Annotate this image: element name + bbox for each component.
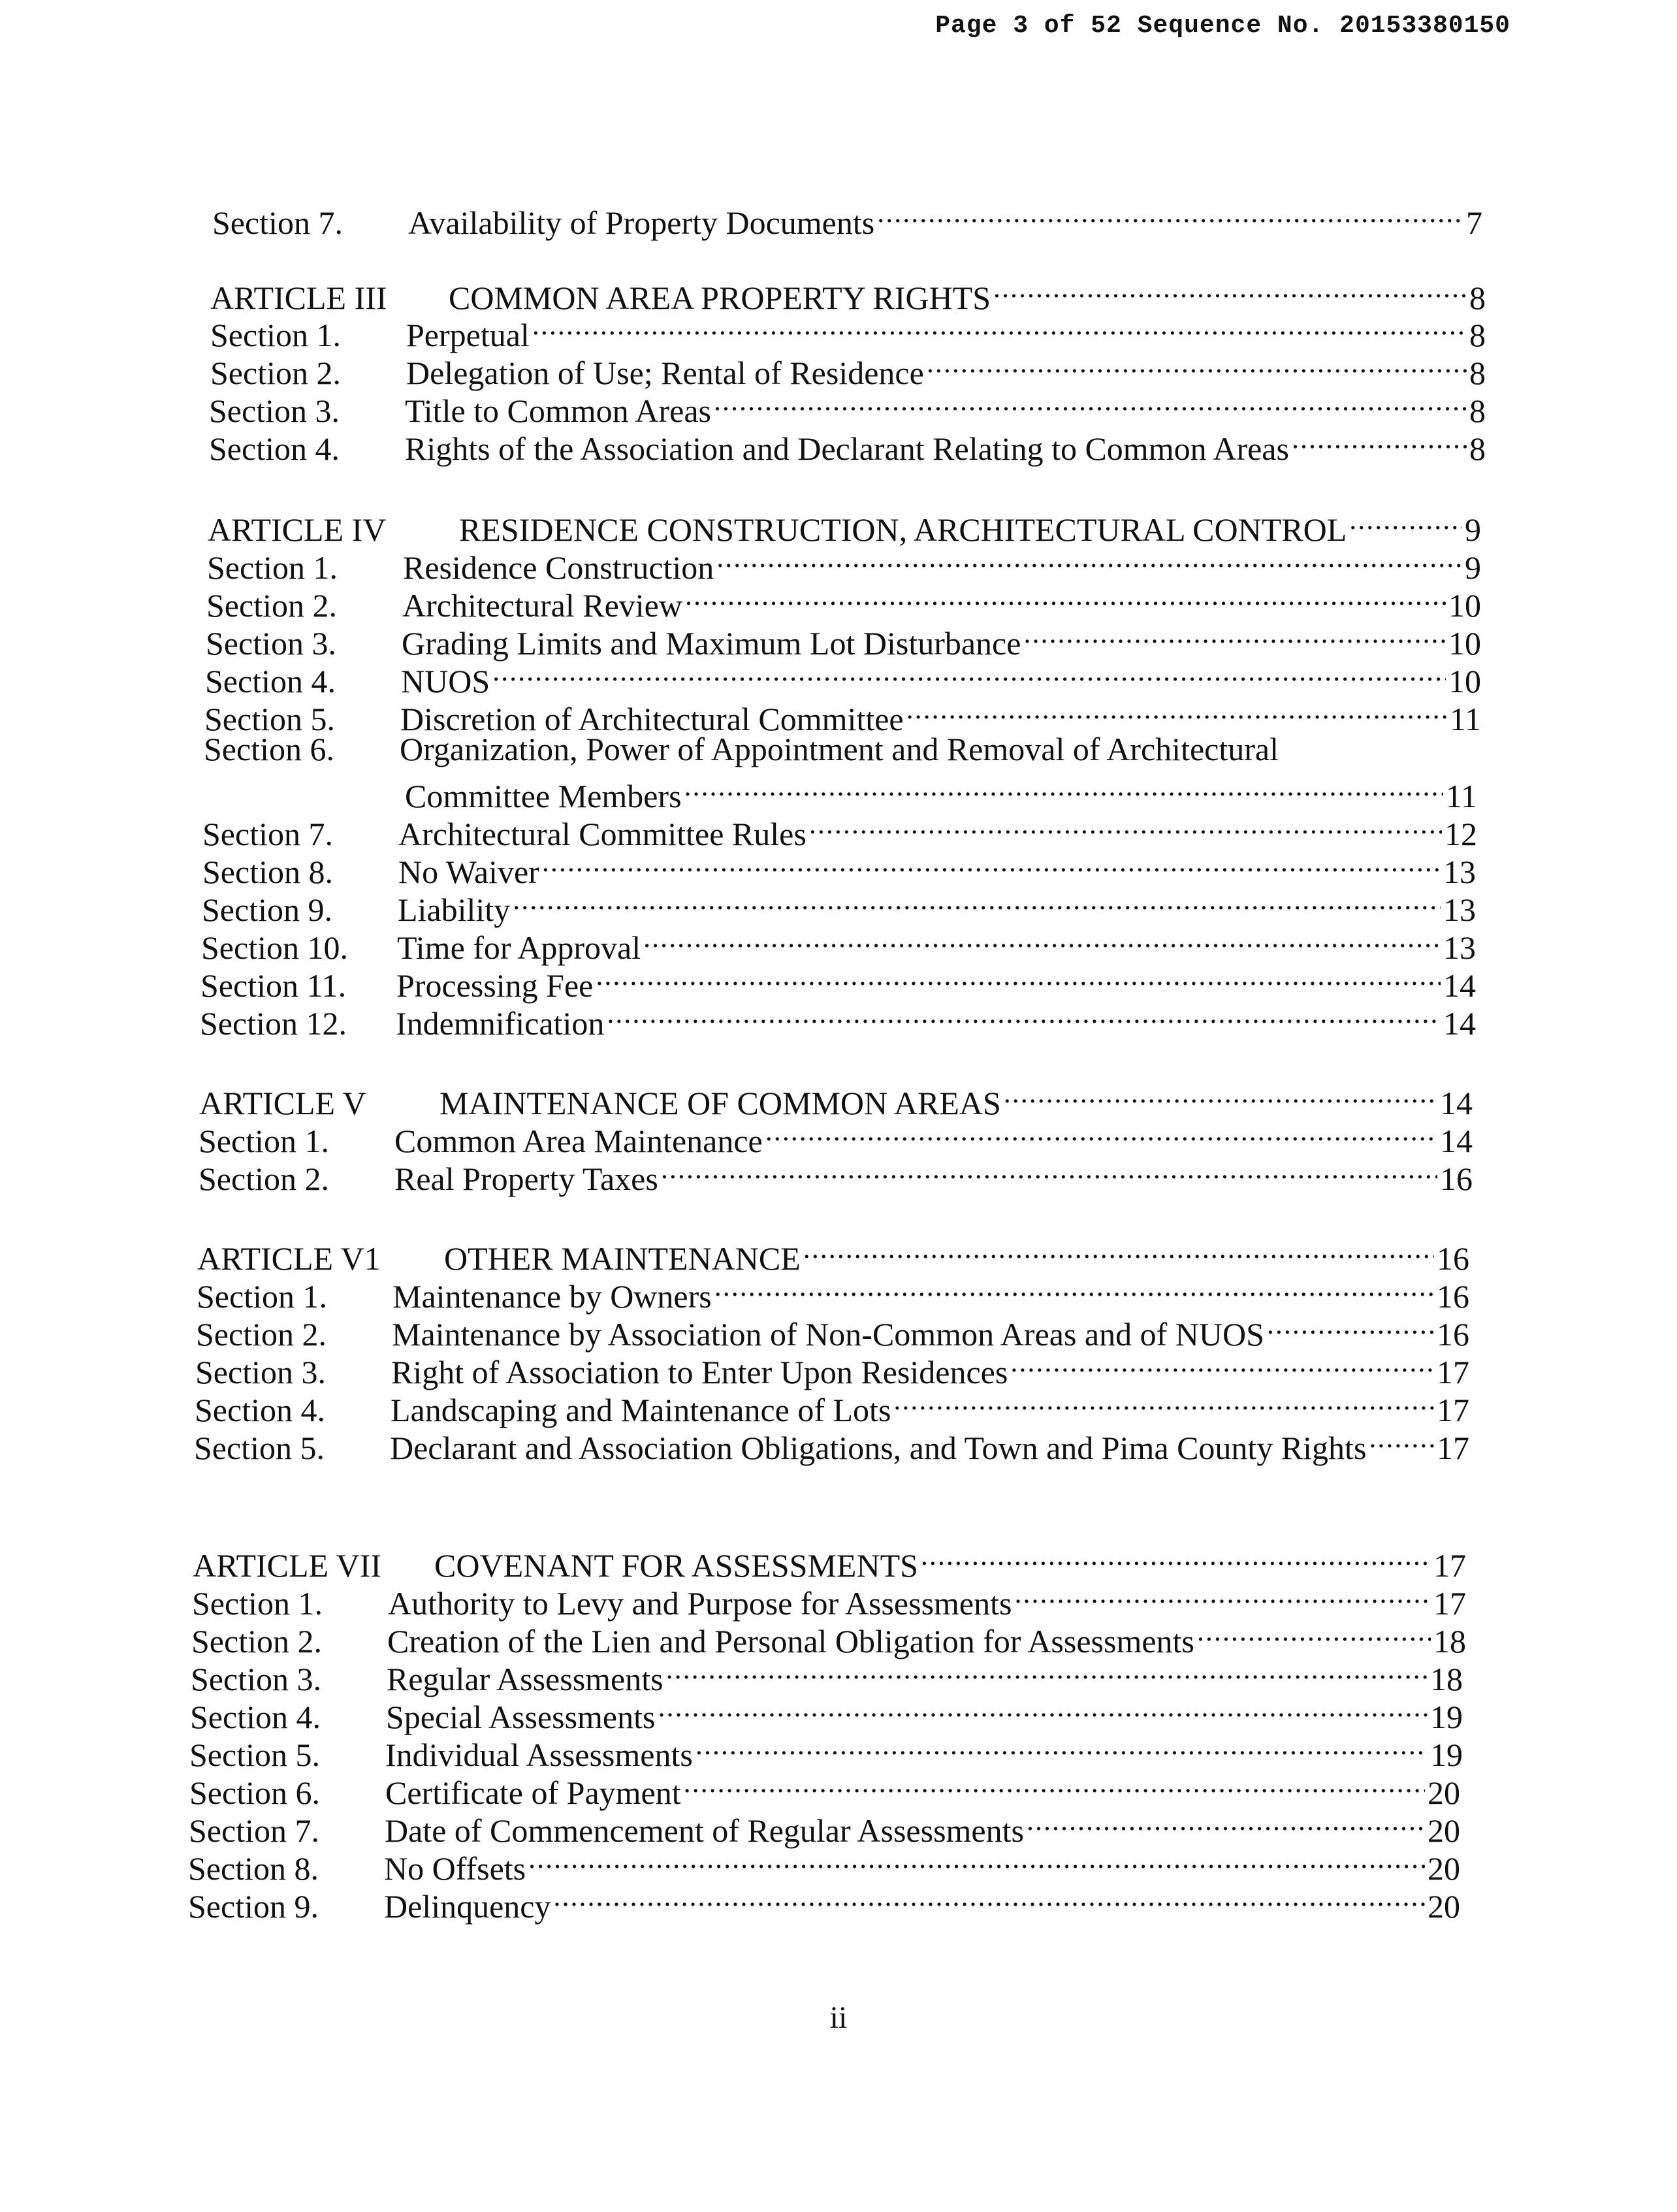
toc-entry-title: Real Property Taxes [394,1161,658,1197]
toc-entry-label: Section 2. [199,1161,329,1197]
dot-leader [695,1728,1428,1766]
toc-entry-label: Section 5. [194,1430,325,1466]
toc-entry-label: Section 2. [196,1316,327,1353]
toc-entry-title: Title to Common Areas [405,393,712,429]
dot-leader [714,384,1467,422]
dot-leader [716,541,1462,579]
dot-leader [596,959,1441,997]
dot-leader [528,1842,1425,1880]
toc-entry-page: 9 [1465,549,1481,586]
toc-section-row [194,1421,1469,1467]
toc-entry-title: Right of Association to Enter Upon Residences [391,1354,1008,1390]
toc-entry-label: Section 4. [190,1699,321,1735]
dot-leader [684,1766,1425,1804]
toc-entry-label: Section 1. [192,1585,323,1622]
toc-entry-page: 20 [1428,1774,1460,1811]
dot-leader [658,1690,1428,1728]
dot-leader [532,308,1467,346]
dot-leader [553,1880,1425,1917]
dot-leader [661,1152,1437,1190]
toc-entry-title: Residence Construction [403,549,714,586]
dot-leader [513,883,1441,921]
toc-entry-title: Landscaping and Maintenance of Lots [391,1392,891,1428]
toc-entry-page: 10 [1448,625,1481,662]
toc-article-title: RESIDENCE CONSTRUCTION, ARCHITECTURAL CONTROL [459,511,1347,548]
toc-entry-page: 13 [1443,929,1476,966]
toc-entry-title: Time for Approval [397,929,641,966]
toc-entry-page: 20 [1428,1850,1460,1887]
toc-section-row [212,196,1482,242]
toc-entry-page: 19 [1430,1737,1463,1773]
toc-entry-page: 8 [1469,430,1486,467]
dot-leader [1004,1076,1437,1114]
dot-leader [1023,617,1446,654]
dot-leader [684,769,1443,807]
toc-entry-page: 16 [1437,1316,1469,1353]
toc-entry-label: Section 8. [202,854,333,890]
toc-article-title: OTHER MAINTENANCE [444,1240,801,1277]
toc-entry-page: 10 [1448,587,1481,624]
dot-leader [685,579,1446,617]
toc-entry-label: Section 9. [188,1888,319,1925]
toc-entry-page: 16 [1440,1161,1473,1197]
dot-leader [993,271,1467,309]
toc-entry-title: Indemnification [396,1005,605,1042]
toc-entry-title: Certificate of Payment [385,1774,681,1811]
toc-section-row [209,422,1486,468]
toc-entry-label: Section 1. [207,549,338,586]
dot-leader [1010,1345,1434,1383]
dot-leader [492,654,1446,692]
toc-entry-page: 17 [1437,1354,1469,1390]
toc-entry-title: Delinquency [384,1888,551,1925]
dot-leader [1349,503,1462,541]
toc-section-row [204,730,1477,815]
toc-entry-title: No Offsets [384,1850,526,1887]
toc-entry-title: Perpetual [406,317,530,353]
dot-leader [893,1383,1434,1421]
toc-entry-label: Section 4. [195,1392,325,1428]
toc-entry-label: ARTICLE V1 [197,1240,381,1277]
toc-entry-label: Section 4. [205,663,336,699]
toc-entry-page: 17 [1437,1430,1469,1466]
toc-entry-page: 20 [1428,1888,1460,1925]
toc-article-title: COVENANT FOR ASSESSMENTS [434,1547,918,1584]
dot-leader [607,997,1441,1034]
toc-entry-label: Section 9. [202,891,332,928]
toc-entry-page: 14 [1440,1123,1473,1159]
toc-entry-page: 17 [1433,1585,1466,1622]
toc-entry-title: Special Assessments [386,1699,656,1735]
toc-entry-page: 9 [1465,511,1481,548]
toc-entry-label: Section 5. [204,701,335,737]
dot-leader [1027,1804,1425,1842]
toc-entry-page: 7 [1466,204,1482,241]
toc-entry-label: Section 3. [195,1354,326,1390]
toc-entry-page: 14 [1443,967,1476,1004]
toc-entry-page: 13 [1443,891,1476,928]
toc-section-row [200,997,1476,1042]
toc-entry-label: ARTICLE VII [193,1547,382,1584]
dot-leader [809,807,1442,845]
toc-entry-title: Rights of the Association and Declarant Relating to Common Areas [405,430,1289,467]
toc-entry-title: Declarant and Association Obligations, and Town and Pima County Rights [390,1430,1367,1466]
toc-entry-label: Section 3. [209,393,340,429]
toc-entry-title: Architectural Committee Rules [398,816,807,852]
toc-entry-page: 17 [1433,1547,1466,1584]
page-sequence-header: Page 3 of 52 Sequence No. 20153380150 [935,12,1510,40]
toc-entry-label: Section 6. [204,731,334,767]
toc-entry-title: Common Area Maintenance [394,1123,763,1159]
toc-entry-label: Section 2. [210,355,341,391]
dot-leader [1267,1307,1434,1345]
toc-entry-page: 14 [1440,1085,1473,1121]
toc-entry-label: Section 3. [191,1661,321,1697]
toc-entry-title: Authority to Levy and Purpose for Assessments [388,1585,1012,1622]
toc-entry-title: Regular Assessments [387,1661,663,1697]
toc-entry-label: Section 7. [212,204,343,241]
dot-leader [921,1539,1431,1577]
toc-entry-page: 11 [1445,778,1477,814]
toc-entry-title: Delegation of Use; Rental of Residence [406,355,924,391]
toc-entry-title: No Waiver [398,854,539,890]
page-number-footer: ii [829,2000,848,2035]
toc-entry-page: 18 [1430,1661,1463,1697]
toc-section-row [188,1880,1460,1925]
toc-entry-page: 13 [1443,854,1476,890]
dot-leader [803,1232,1434,1270]
toc-entry-title: Maintenance by Association of Non-Common Areas and of NUOS [392,1316,1264,1353]
toc-entry-label: Section 5. [189,1737,320,1773]
toc-entry-page: 12 [1445,816,1477,852]
toc-entry-label: Section 2. [206,587,337,624]
toc-entry-page: 20 [1428,1812,1460,1849]
toc-entry-page: 8 [1469,355,1486,391]
toc-entry-title: Grading Limits and Maximum Lot Disturbance [402,625,1021,662]
toc-entry-label: Section 8. [188,1850,319,1887]
toc-entry-label: Section 1. [210,317,341,353]
dot-leader [666,1652,1428,1690]
toc-article-title: COMMON AREA PROPERTY RIGHTS [449,280,991,316]
dot-leader [927,346,1467,384]
dot-leader [1292,422,1467,460]
toc-entry-title: Organization, Power of Appointment and Removal of Architectural [400,731,1279,767]
toc-entry-title: Discretion of Architectural Committee [400,701,904,737]
toc-entry-title: NUOS [401,663,490,699]
toc-entry-page: 8 [1469,317,1486,353]
toc-entry-page: 17 [1437,1392,1469,1428]
dot-leader [1197,1614,1431,1652]
toc-entry-title: Processing Fee [396,967,594,1004]
toc-entry-label: ARTICLE IV [208,511,387,548]
toc-article-title: MAINTENANCE OF COMMON AREAS [439,1085,1001,1121]
toc-entry-label: Section 1. [199,1123,329,1159]
toc-entry-label: Section 2. [191,1623,322,1659]
toc-entry-title: Maintenance by Owners [392,1278,712,1315]
dot-leader [877,196,1463,234]
toc-entry-page: 11 [1449,701,1481,737]
toc-entry-title: Liability [398,891,511,928]
toc-entry-label: Section 11. [200,967,347,1004]
toc-entry-label: Section 12. [200,1005,347,1042]
toc-section-row [199,1152,1473,1198]
toc-entry-title: Date of Commencement of Regular Assessments [385,1812,1024,1849]
toc-entry-label: Section 7. [202,816,333,852]
toc-entry-label: Section 10. [201,929,348,966]
toc-entry-label: Section 1. [197,1278,327,1315]
toc-entry-page: 14 [1443,1005,1476,1042]
toc-entry-page: 8 [1469,393,1486,429]
toc-entry-label: Section 4. [209,430,340,467]
toc-entry-title: Creation of the Lien and Personal Obligation for Assessments [387,1623,1194,1659]
toc-entry-label: ARTICLE V [199,1085,366,1121]
toc-entry-label: Section 3. [206,625,336,662]
toc-entry-title: Availability of Property Documents [408,204,875,241]
toc-entry-page: 19 [1430,1699,1463,1735]
toc-entry-page: 8 [1469,280,1486,316]
dot-leader [542,845,1441,883]
toc-entry-label: Section 7. [189,1812,319,1849]
toc-entry-page: 18 [1433,1623,1466,1659]
toc-entry-page: 10 [1448,663,1481,699]
dot-leader [643,921,1441,959]
toc-entry-title-continued: Committee Members [405,778,682,814]
dot-leader [1369,1421,1434,1459]
toc-entry-title: Individual Assessments [385,1737,693,1773]
dot-leader [714,1270,1434,1307]
dot-leader [765,1114,1437,1152]
toc-entry-page: 16 [1437,1240,1469,1277]
toc-entry-page: 16 [1437,1278,1469,1315]
toc-entry-label: ARTICLE III [210,280,387,316]
toc-entry-title: Architectural Review [402,587,682,624]
dot-leader [1014,1577,1431,1614]
toc-entry-label: Section 6. [189,1774,320,1811]
dot-leader [906,692,1447,730]
